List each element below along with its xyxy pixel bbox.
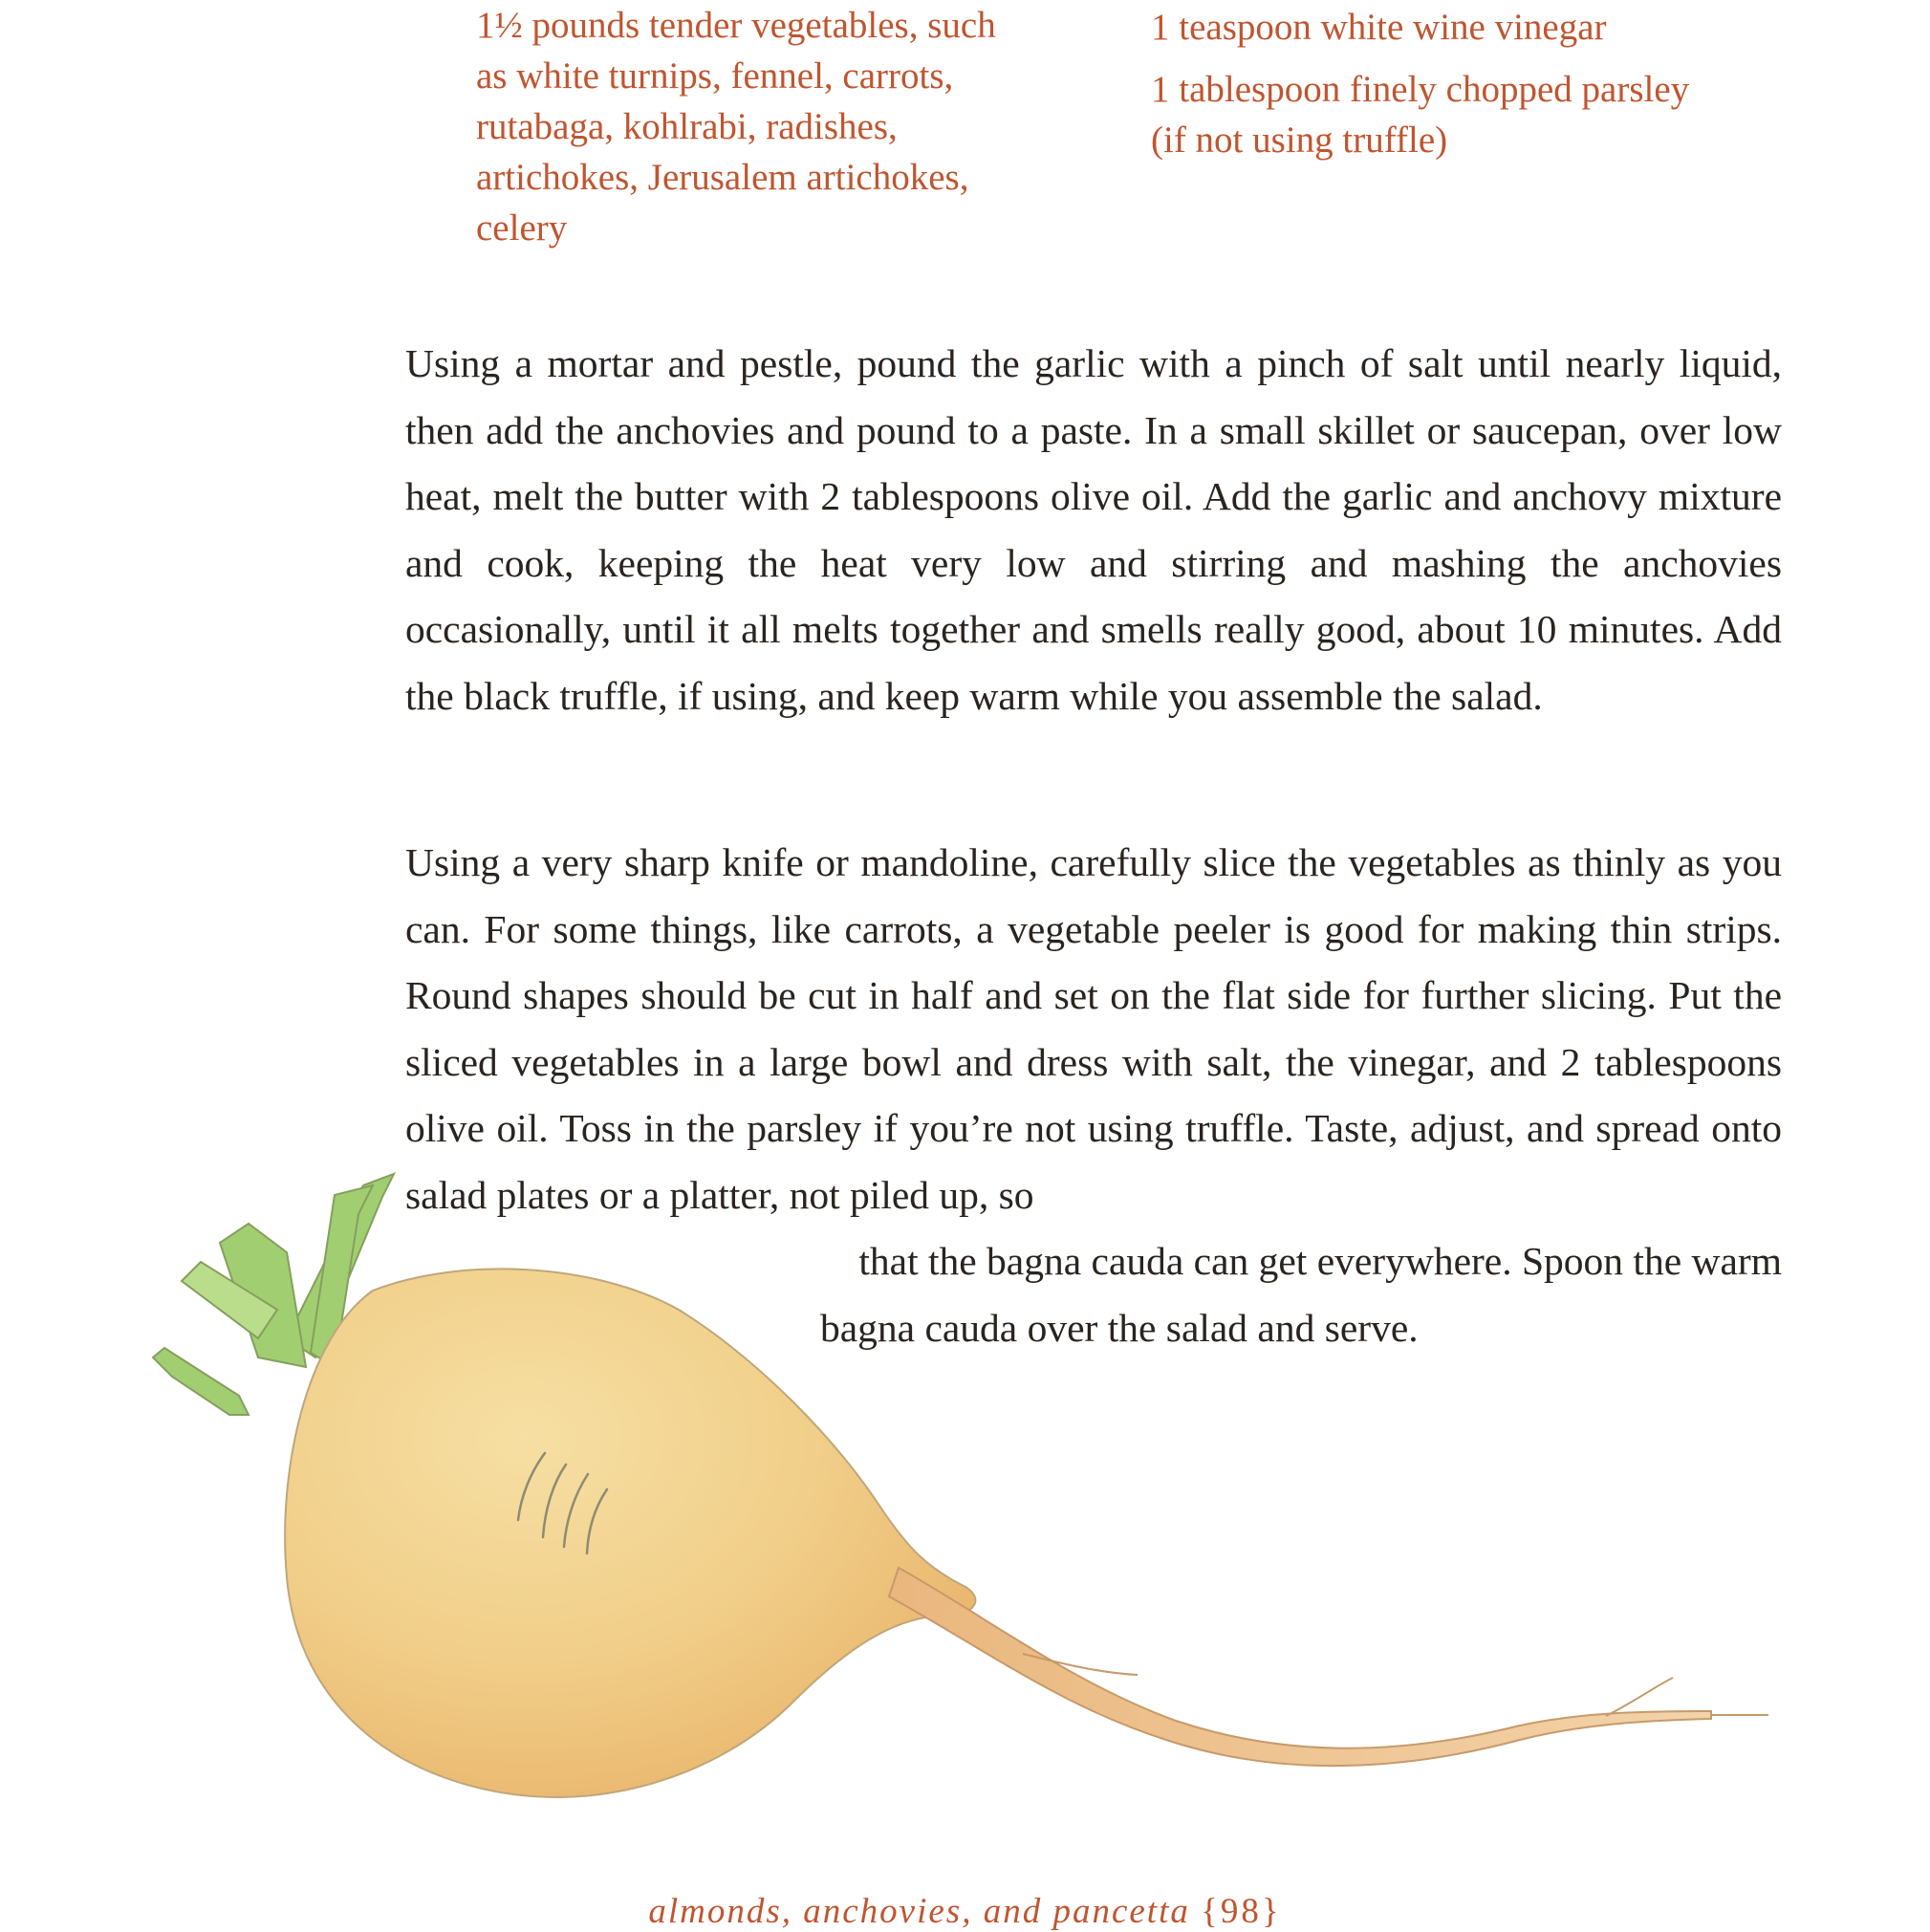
method-paragraph-tail: bagna cauda over the salad and serve. xyxy=(820,1305,1419,1350)
ingredient-item: 1½ pounds tender vegetables, such as white turnips, fennel, carrots, rutabaga, kohlrabi, radishes, artichokes, Jerusalem artichokes, celery xyxy=(476,5,996,249)
method-paragraph: Using a mortar and pestle, pound the garlic with a pinch of salt until nearly liquid, then add the anchovies and pound to a paste. In a small skillet or saucepan, over low heat, melt the butter with 2 tablespoons olive oil. Add the garlic and anchovy mixture and cook, keeping the heat very low and stirring and mashing the anchovies occasionally, until it all melts together and smells really good, about 10 minutes. Add the black truffle, if using, and keep warm while you assemble the salad. xyxy=(405,341,1782,718)
section-title: almonds, anchovies, and pancetta xyxy=(648,1892,1190,1931)
turnip-bulb xyxy=(285,1269,975,1797)
turnip-illustration-icon xyxy=(143,1166,1807,1835)
turnip-root xyxy=(889,1568,1711,1766)
ingredients-left-column xyxy=(476,0,1011,267)
ingredients-right-column xyxy=(1151,0,1724,179)
method-paragraph-tail: that the bagna cauda can get everywhere. Spoon the warm xyxy=(858,1239,1782,1283)
page-number: {98} xyxy=(1201,1892,1282,1931)
ingredient-item: 1 tablespoon finely chopped parsley (if not using truffle) xyxy=(1151,69,1690,161)
method-step-1 xyxy=(405,331,1782,729)
page-footer xyxy=(0,1891,1930,1932)
method-paragraph: Using a very sharp knife or mandoline, carefully slice the vegetables as thinly as you can. For some things, like carrots, a vegetable peeler is good for making thin strips. Round shapes should be cut in half and set on the flat side for further slicing. Put the sliced vegetables in a large bowl and dress with salt, the vinegar, and 2 tablespoons olive oil. Toss in the parsley if you’re not using truffle. Taste, adjust, and spread onto salad plates or a platter, not piled up, so xyxy=(405,840,1782,1217)
ingredient-item: 1 teaspoon white wine vinegar xyxy=(1151,7,1607,48)
